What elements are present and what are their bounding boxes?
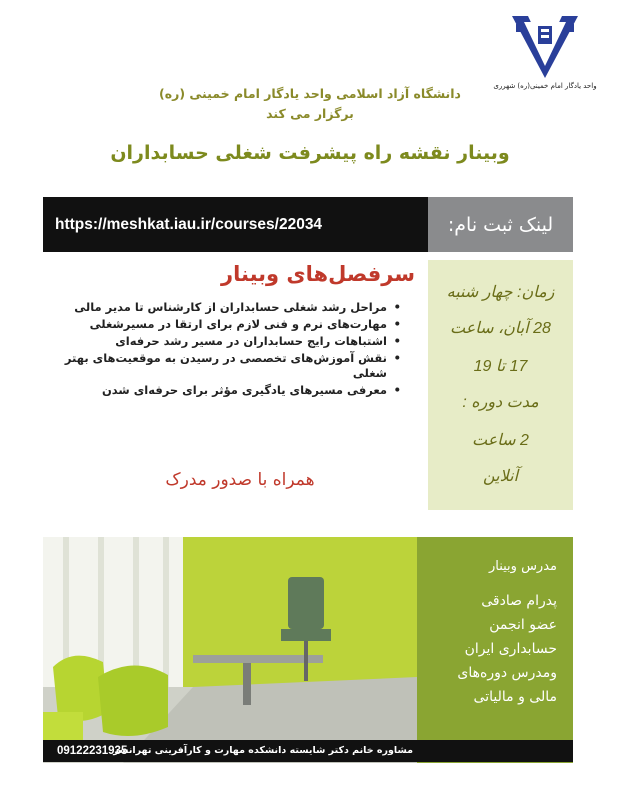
delivery-mode: آنلاین [482,468,519,485]
list-item: • مراحل رشد شغلی حسابداران از کارشناس تا مدیر مالی [60,300,405,315]
instructor-bio-line: ومدرس دوره‌های [457,665,557,681]
instructor-bio-line: عضو انجمن [489,617,557,633]
event-date: 28 آبان، ساعت [450,320,551,337]
list-item: • مهارت‌های نرم و فنی لازم برای ارتقا در مسیرشغلی [60,317,405,332]
list-item: • نقش آموزش‌های تخصصی در رسیدن به موقعیت‌های بهتر شغلی [60,351,405,381]
schedule-panel [428,260,573,510]
university-emblem-icon [502,12,588,80]
registration-bar [43,197,573,252]
organizer-line: دانشگاه آزاد اسلامی واحد یادگار امام خمینی (ره) [159,86,461,101]
organizer-subline: برگزار می کند [266,106,354,121]
time-label: زمان: چهار شنبه [446,284,555,301]
registration-label: لینک ثبت نام: [428,197,573,252]
duration-value: 2 ساعت [472,432,529,449]
instructor-panel [417,537,573,763]
logo-caption: واحد یادگار امام خمینی(ره) شهرری [493,82,597,90]
list-item: • معرفی مسیرهای یادگیری مؤثر برای حرفه‌ای شدن [60,383,405,398]
instructor-bio-line: حسابداری ایران [464,641,557,657]
page-title: وبینار نقشه راه پیشرفت شغلی حسابداران [110,142,510,164]
instructor-heading: مدرس وبینار [488,559,557,574]
certificate-note: همراه با صدور مدرک [165,470,315,490]
instructor-name: پدرام صادقی [481,593,557,609]
office-photo [43,537,417,763]
list-item: • اشتباهات رایج حسابداران در مسیر رشد حرفه‌ای [60,334,405,349]
syllabus-list [60,300,405,400]
event-hours: 17 تا 19 [473,358,528,375]
consultant-info: مشاوره خانم دکتر شایسته دانشکده مهارت و کارآفرینی تهرانسر [113,745,413,756]
syllabus-title: سرفصل‌های وبینار [221,262,415,286]
contact-phone[interactable]: 09122231935 [57,745,128,757]
duration-label: مدت دوره : [462,394,539,411]
instructor-bio-line: مالی و مالیاتی [473,689,557,705]
footer-bar [43,740,573,762]
registration-link[interactable]: https://meshkat.iau.ir/courses/22034 [55,215,323,233]
